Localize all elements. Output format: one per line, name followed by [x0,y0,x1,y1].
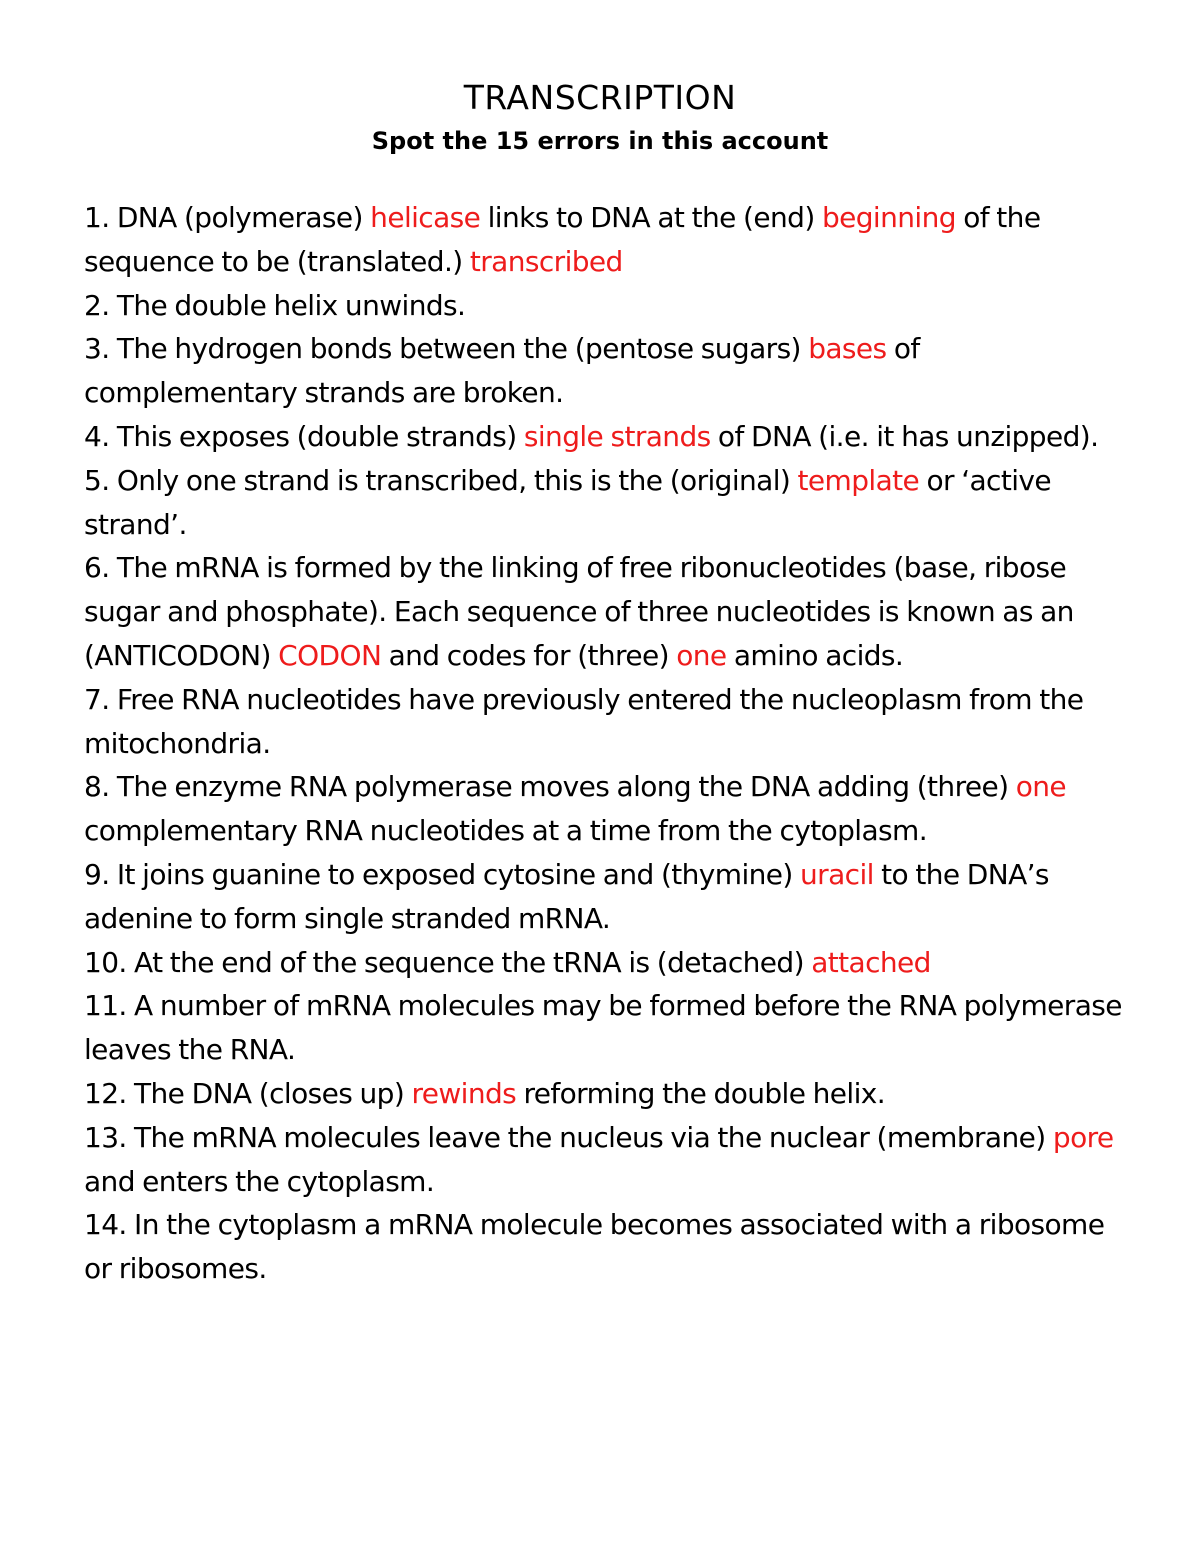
statement-text: 10. At the end of the sequence the tRNA is (detached) [84,945,812,979]
correction: helicase [370,201,481,234]
statement-list [84,196,1124,1291]
statement-text: of DNA (i.e. it has unzipped). [710,419,1099,453]
statement-14 [84,1203,1124,1291]
statement-text: 11. A number of mRNA molecules may be formed before the RNA polymerase leaves the RNA. [84,989,1122,1067]
correction: rewinds [411,1076,517,1110]
statement-text: or ‘active strand’. [84,463,1052,541]
statement-text: of complementary strands are broken. [84,332,920,410]
statement-text: 7. Free RNA nucleotides have previously entered the nucleoplasm from the mitochondria. [84,682,1084,760]
statement-4 [84,415,1124,459]
statement-13 [84,1116,1124,1204]
statement-text: 4. This exposes (double strands) [84,419,524,453]
statement-text: links to DNA at the (end) [480,201,822,234]
correction: bases [808,332,887,366]
statement-7 [84,678,1124,766]
statement-text: 14. In the cytoplasm a mRNA molecule becomes associated with a ribosome or ribosomes. [84,1208,1105,1286]
statement-text: of the sequence to be (translated.) [84,201,1041,278]
statement-3 [84,327,1124,415]
statement-text: 3. The hydrogen bonds between the (pentose sugars) [84,332,809,366]
correction: transcribed [469,244,623,278]
statement-text: 1. DNA (polymerase) [84,201,371,234]
correction: one [1015,770,1067,804]
statement-text: 12. The DNA (closes up) [84,1076,412,1110]
statement-5 [84,459,1124,547]
statement-text: 9. It joins guanine to exposed cytosine and (thymine) [84,857,801,891]
statement-text: 5. Only one strand is transcribed, this is the (original) [84,463,798,497]
correction: single strands [523,419,711,453]
page-subtitle: Spot the 15 errors in this account [371,127,829,155]
statement-text: and codes for (three) [381,638,677,672]
statement-11 [84,984,1124,1072]
statement-10 [84,941,1124,985]
statement-2 [84,284,1124,328]
statement-text: 6. The mRNA is formed by the linking of free ribonucleotides (base, ribose sugar and phosphate). Each sequence of three nucleotides is known as an (ANTICODON) [84,551,1074,672]
page-title: TRANSCRIPTION [463,78,737,117]
statement-text: to the DNA’s adenine to form single stranded mRNA. [84,857,1049,935]
statement-12 [84,1072,1124,1116]
correction: CODON [278,638,382,672]
correction: beginning [821,201,956,234]
statement-text: amino acids. [726,638,904,672]
statement-9 [84,853,1124,941]
statement-6 [84,546,1124,677]
statement-text: 8. The enzyme RNA polymerase moves along the DNA adding (three) [84,770,1016,804]
correction: pore [1052,1120,1114,1154]
statement-8 [84,765,1124,853]
correction: attached [811,945,931,979]
statement-text: and enters the cytoplasm. [84,1164,435,1198]
correction: template [797,463,920,497]
statement-1 [84,196,1124,284]
statement-text: complementary RNA nucleotides at a time from the cytoplasm. [84,814,927,848]
correction: one [676,638,727,672]
correction: uracil [800,857,874,891]
statement-text: 2. The double helix unwinds. [84,288,466,322]
statement-text: 13. The mRNA molecules leave the nucleus via the nuclear (membrane) [84,1120,1053,1154]
statement-text: reforming the double helix. [516,1076,886,1110]
